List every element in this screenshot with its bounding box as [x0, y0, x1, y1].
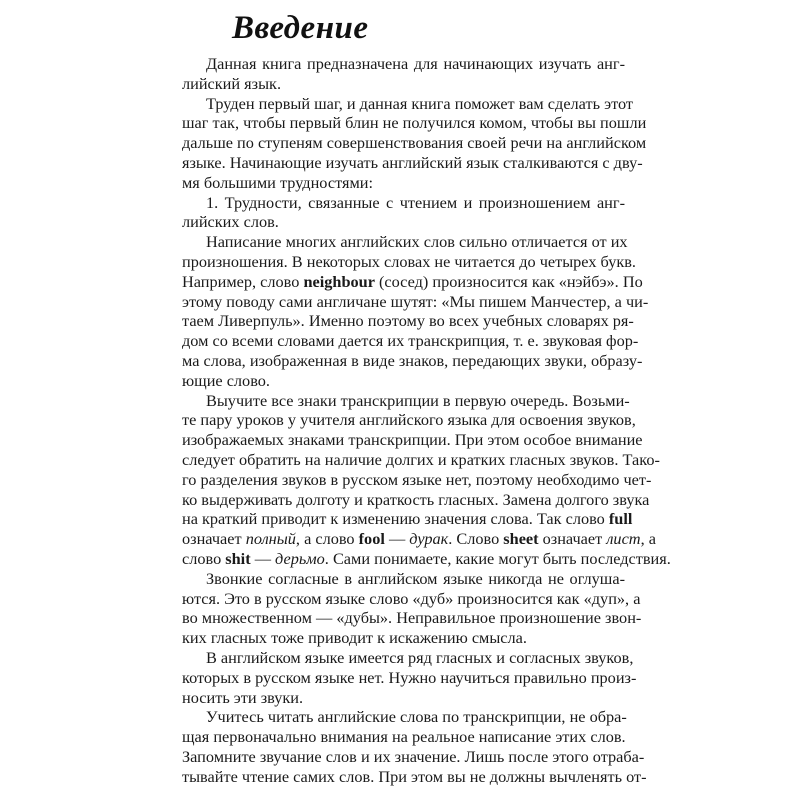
text-span: означает [538, 529, 607, 549]
text-line [182, 489, 650, 510]
text-line [182, 628, 625, 648]
text-span: , а слово [295, 529, 359, 549]
text-line [182, 548, 671, 569]
text-span: Написание многих английских слов сильно отличается от их [206, 232, 628, 252]
text-span: лийских слов. [182, 212, 279, 232]
text-span: языке. Начинающие изучать английский язык сталкиваются с дву- [182, 152, 643, 172]
text-line [182, 588, 641, 609]
text-span: мя большими трудностями: [182, 172, 374, 192]
text-line [182, 707, 625, 727]
text-span: этому поводу сами англичане шутят: «Мы пишем Манчестер, а чи- [182, 291, 649, 311]
text-line [182, 133, 647, 153]
text-line [182, 350, 643, 371]
italic-word: дурак [409, 529, 449, 549]
text-line [182, 331, 639, 351]
text-line [182, 93, 634, 114]
text-span: Звонкие согласные в английском языке никогда не оглуша- [206, 568, 625, 588]
text-line [182, 74, 625, 94]
text-line [182, 688, 625, 708]
bold-word: shit [225, 548, 251, 568]
text-line [182, 647, 634, 668]
bold-word: fool [358, 529, 385, 549]
text-line [182, 469, 652, 490]
text-span: щая первоначально внимания на реальное написание этих слов. [182, 727, 626, 747]
text-span: , а [640, 529, 656, 549]
text-line [182, 311, 634, 331]
text-span: слово [182, 548, 226, 568]
text-line [182, 212, 625, 232]
text-span: ких гласных тоже приводит к искажению смысла. [182, 628, 527, 648]
text-span: Данная книга предназначена для начинающих изучать анг- [206, 54, 625, 73]
text-span: — [384, 529, 410, 549]
text-line [182, 232, 628, 252]
text-span: . Слово [448, 529, 504, 549]
text-span: ются. Это в русском языке слово «дуб» произносится как «дуп», а [182, 588, 641, 608]
text-span: Запомните звучание слов и их значение. Лишь после этого отраба- [182, 746, 645, 766]
text-span: ющие слово. [182, 370, 270, 390]
text-line [182, 430, 643, 450]
text-span: носить эти звуки. [182, 687, 304, 707]
text-line [182, 113, 647, 133]
text-span: ко выдерживать долготу и краткость гласных. Замена долгого звука [182, 489, 650, 509]
italic-word: полный [245, 529, 296, 549]
text-span: которых в русском языке нет. Нужно научиться правильно произ- [182, 667, 637, 687]
text-span: Например, слово [182, 271, 304, 291]
text-line [182, 410, 636, 430]
text-span: таем Ливерпуль». Именно поэтому во всех учебных словарях ря- [182, 311, 634, 331]
text-line [182, 766, 647, 787]
text-span: во множественном — «дубы». Неправильное произношение звон- [182, 608, 642, 628]
text-line [182, 569, 625, 589]
text-line [182, 667, 637, 688]
text-span: тывайте чтение самих слов. При этом вы не должны вычленять от- [182, 766, 647, 786]
text-line [182, 371, 625, 391]
text-span: шаг так, чтобы первый блин не получился комом, чтобы вы пошли [182, 113, 647, 133]
text-line [182, 509, 633, 529]
text-line [182, 727, 625, 747]
bold-word: neighbour [303, 271, 375, 291]
text-span: . Сами понимаете, какие могут быть последствия. [324, 548, 671, 568]
italic-word: лист [606, 529, 641, 549]
text-span: на краткий приводит к изменению значения слова. Так слово [182, 509, 609, 529]
bold-word: sheet [503, 529, 539, 549]
text-span: 1. Трудности, связанные с чтением и произношением анг- [206, 192, 625, 212]
text-span: — [250, 548, 276, 568]
body-text [182, 54, 671, 786]
text-line [182, 449, 660, 470]
text-span: В английском языке имеется ряд гласных и согласных звуков, [206, 647, 634, 667]
text-span: те пару уроков у учителя английского языка для освоения звуков, [182, 410, 636, 430]
text-span: дальше по ступеням совершенствования своей речи на английском [182, 133, 647, 153]
text-span: го разделения звуков в русском языке нет, поэтому необходимо чет- [182, 469, 652, 489]
text-line [182, 152, 643, 173]
text-span: произношения. В некоторых словах не читается до четырех букв. [182, 251, 636, 271]
text-line [182, 746, 645, 767]
text-span: дом со всеми словами дается их транскрипция, т. е. звуковая фор- [182, 331, 639, 351]
bold-word: full [608, 509, 633, 529]
text-span: Труден первый шаг, и данная книга поможет вам сделать этот [206, 93, 634, 113]
text-line [182, 608, 642, 628]
text-line [182, 390, 630, 411]
text-span: Выучите все знаки транскрипции в первую очередь. Возьми- [206, 390, 630, 410]
text-span: ма слова, изображенная в виде знаков, передающих звуки, образу- [182, 350, 643, 370]
text-span: (сосед) произносится как «нэйбэ». По [374, 271, 643, 291]
page-title: Введение [232, 10, 369, 46]
text-span: Учитесь читать английские слова по транскрипции, не обра- [206, 707, 627, 727]
text-line [182, 291, 649, 312]
text-span: следует обратить на наличие долгих и кратких гласных звуков. Тако- [182, 449, 660, 469]
text-line [182, 529, 656, 549]
text-line [182, 193, 625, 213]
text-line [182, 54, 625, 74]
text-line [182, 173, 625, 193]
text-line [182, 251, 636, 272]
text-span: лийский язык. [182, 73, 282, 93]
text-span: означает [182, 529, 246, 549]
italic-word: дерьмо [275, 548, 325, 568]
text-span: изображаемых знаками транскрипции. При этом особое внимание [182, 430, 643, 450]
text-line [182, 271, 643, 292]
